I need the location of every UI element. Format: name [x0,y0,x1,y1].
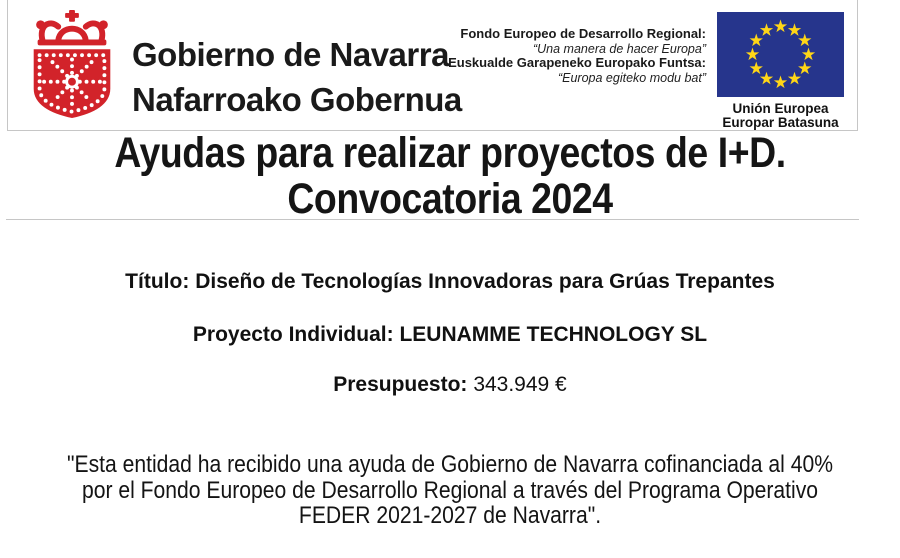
proyecto-label: Proyecto Individual: [192,323,394,346]
presupuesto-value: 343.949 € [473,373,567,396]
page-title [59,130,842,222]
eu-caption-es: Unión Europea [732,101,829,116]
european-union-emblem [717,12,844,130]
government-wordmark [132,32,462,122]
project-title-line [0,270,900,294]
proyecto-value: LEUNAMME TECHNOLOGY SL [399,323,708,346]
disclaimer-line3: FEDER 2021-2027 de Navarra". [298,502,602,529]
government-name-eu: Nafarroako Gobernua [132,81,462,118]
project-budget-line [0,373,900,397]
government-name-es: Gobierno de Navarra [132,36,449,73]
title-divider [6,219,859,220]
page-title-line2: Convocatoria 2024 [287,175,613,223]
navarra-coat-of-arms-icon [26,10,118,120]
gobierno-navarra-logo [26,10,462,122]
feder-title-es: Fondo Europeo de Desarrollo Regional: [460,26,706,41]
project-company-line [0,323,900,347]
disclaimer-line1: "Esta entidad ha recibido una ayuda de Gobierno de Navarra cofinanciada al 40% [67,451,833,478]
disclaimer-line2: por el Fondo Europeo de Desarrollo Regional a través del Programa Operativo [81,476,819,504]
cofinancing-disclaimer [54,452,846,529]
feder-motto-es: “Una manera de hacer Europa” [532,41,706,56]
presupuesto-label: Presupuesto: [333,373,468,396]
eu-caption-eu: Europar Batasuna [722,115,839,130]
eu-flag-icon [717,12,844,97]
feder-title-eu: Euskualde Garapeneko Europako Funtsa: [448,55,706,70]
titulo-label: Título: [125,270,190,293]
titulo-value: Diseño de Tecnologías Innovadoras para Grúas Trepantes [195,270,775,293]
header-logos-box [7,0,858,131]
page-title-line1: Ayudas para realizar proyectos de I+D. [114,129,786,177]
feder-fund-text [448,27,706,85]
feder-motto-eu: “Europa egiteko modu bat” [557,70,706,85]
